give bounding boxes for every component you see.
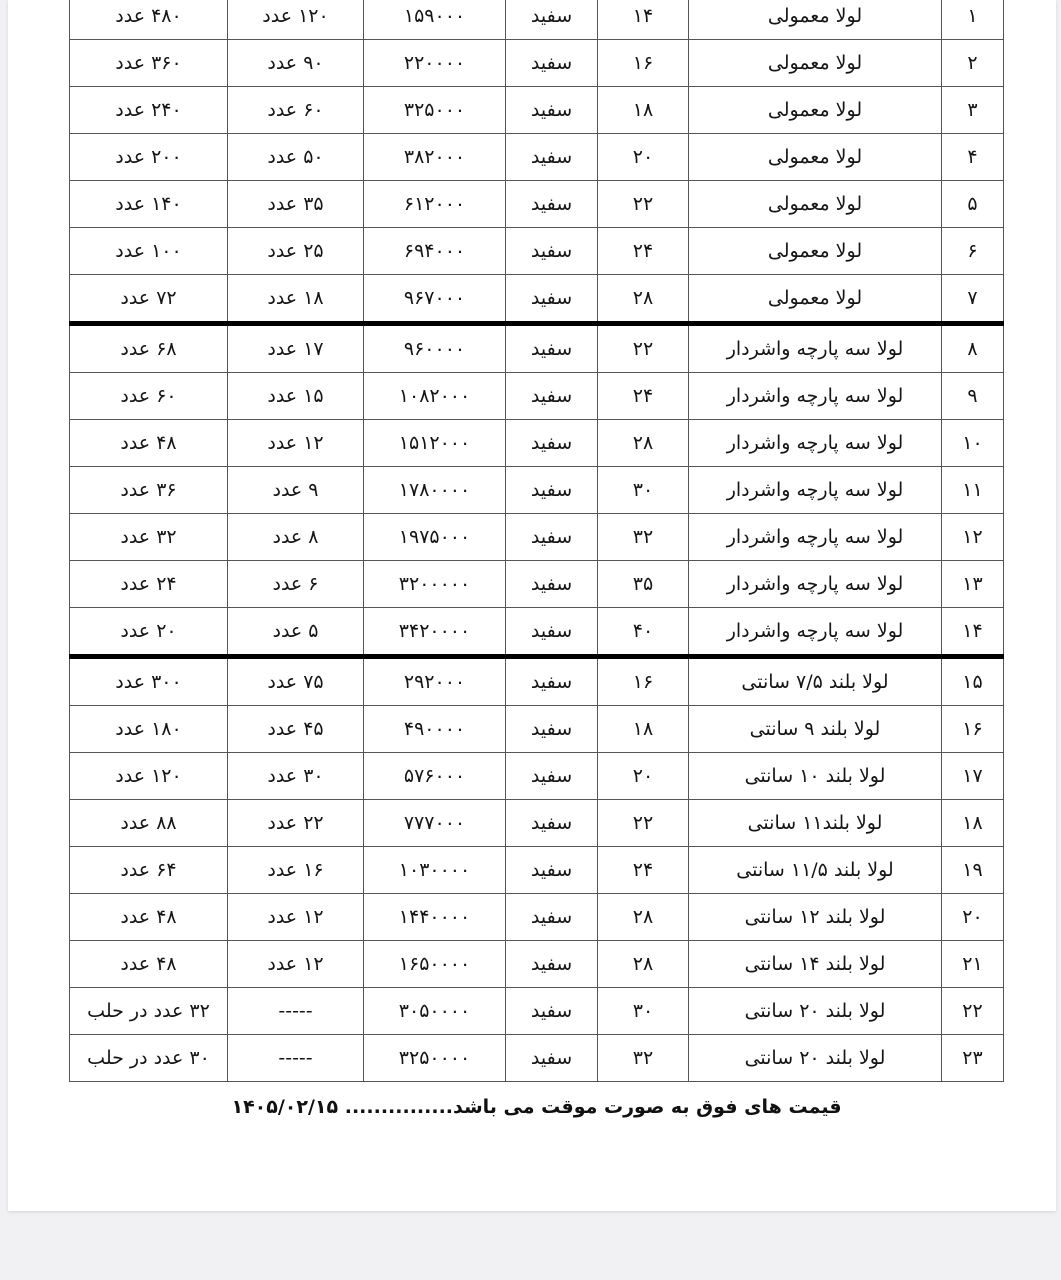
pack-quantity: ۱۲ عدد [228,894,364,941]
product-name: لولا بلند ۲۰ سانتی [689,1035,942,1082]
box-quantity: ۱۰۰ عدد [70,228,228,275]
pack-quantity: ۵۰ عدد [228,134,364,181]
product-color: سفید [506,753,598,800]
table-row [70,753,1004,800]
product-name: لولا بلند ۷/۵ سانتی [689,657,942,706]
product-size: ۲۰ [598,753,689,800]
price-table [69,0,1004,1082]
table-row [70,561,1004,608]
product-color: سفید [506,657,598,706]
box-quantity: ۳۰۰ عدد [70,657,228,706]
product-name: لولا معمولی [689,87,942,134]
product-color: سفید [506,706,598,753]
table-row [70,988,1004,1035]
row-number: ۱۸ [942,800,1004,847]
box-quantity: ۲۴۰ عدد [70,87,228,134]
row-number: ۹ [942,373,1004,420]
table-row [70,324,1004,373]
product-name: لولا سه پارچه واشردار [689,420,942,467]
pack-quantity: ۱۲ عدد [228,420,364,467]
product-price: ۳۲۰۰۰۰۰ [364,561,506,608]
table-row [70,608,1004,657]
product-size: ۲۸ [598,420,689,467]
product-size: ۱۸ [598,87,689,134]
price-note: قیمت های فوق به صورت موقت می باشد............... ۱۴۰۵/۰۲/۱۵ [231,1096,842,1118]
box-quantity: ۷۲ عدد [70,275,228,324]
product-size: ۲۸ [598,275,689,324]
product-size: ۲۴ [598,373,689,420]
product-size: ۳۵ [598,561,689,608]
box-quantity: ۶۸ عدد [70,324,228,373]
product-price: ۳۲۵۰۰۰۰ [364,1035,506,1082]
row-number: ۱ [942,0,1004,40]
pack-quantity: ----- [228,1035,364,1082]
product-price: ۶۹۴۰۰۰ [364,228,506,275]
product-price: ۳۲۵۰۰۰ [364,87,506,134]
product-color: سفید [506,40,598,87]
row-number: ۱۲ [942,514,1004,561]
table-row [70,181,1004,228]
product-size: ۱۶ [598,40,689,87]
table-row [70,275,1004,324]
product-price: ۱۵۹۰۰۰ [364,0,506,40]
product-size: ۲۰ [598,134,689,181]
product-color: سفید [506,0,598,40]
product-name: لولا معمولی [689,134,942,181]
product-color: سفید [506,988,598,1035]
box-quantity: ۳۶۰ عدد [70,40,228,87]
row-number: ۱۵ [942,657,1004,706]
row-number: ۵ [942,181,1004,228]
product-name: لولا بلند ۹ سانتی [689,706,942,753]
pack-quantity: ۹۰ عدد [228,40,364,87]
pack-quantity: ۹ عدد [228,467,364,514]
box-quantity: ۴۸ عدد [70,941,228,988]
product-size: ۲۸ [598,894,689,941]
product-size: ۱۸ [598,706,689,753]
product-size: ۳۰ [598,467,689,514]
table-row [70,87,1004,134]
product-size: ۲۲ [598,324,689,373]
product-size: ۲۴ [598,228,689,275]
product-name: لولا سه پارچه واشردار [689,467,942,514]
table-row [70,657,1004,706]
row-number: ۲ [942,40,1004,87]
product-name: لولا بلند۱۱ سانتی [689,800,942,847]
pack-quantity: ----- [228,988,364,1035]
product-color: سفید [506,324,598,373]
table-row [70,373,1004,420]
product-color: سفید [506,181,598,228]
row-number: ۷ [942,275,1004,324]
pack-quantity: ۱۲۰ عدد [228,0,364,40]
pack-quantity: ۲۵ عدد [228,228,364,275]
pack-quantity: ۱۲ عدد [228,941,364,988]
pack-quantity: ۱۶ عدد [228,847,364,894]
product-price: ۳۴۲۰۰۰۰ [364,608,506,657]
product-color: سفید [506,420,598,467]
product-price: ۱۰۳۰۰۰۰ [364,847,506,894]
product-size: ۱۶ [598,657,689,706]
table-row [70,228,1004,275]
table-row [70,134,1004,181]
product-name: لولا سه پارچه واشردار [689,561,942,608]
product-price: ۳۰۵۰۰۰۰ [364,988,506,1035]
product-price: ۱۴۴۰۰۰۰ [364,894,506,941]
product-price: ۲۲۰۰۰۰ [364,40,506,87]
box-quantity: ۳۲ عدد در حلب [70,988,228,1035]
product-price: ۱۵۱۲۰۰۰ [364,420,506,467]
row-number: ۴ [942,134,1004,181]
product-size: ۴۰ [598,608,689,657]
table-row [70,40,1004,87]
product-color: سفید [506,87,598,134]
product-price: ۹۶۷۰۰۰ [364,275,506,324]
pack-quantity: ۴۵ عدد [228,706,364,753]
row-number: ۱۶ [942,706,1004,753]
product-color: سفید [506,608,598,657]
product-price: ۴۹۰۰۰۰ [364,706,506,753]
row-number: ۱۰ [942,420,1004,467]
row-number: ۲۲ [942,988,1004,1035]
row-number: ۱۷ [942,753,1004,800]
product-price: ۱۷۸۰۰۰۰ [364,467,506,514]
box-quantity: ۱۴۰ عدد [70,181,228,228]
product-size: ۲۲ [598,800,689,847]
product-size: ۳۲ [598,1035,689,1082]
product-name: لولا سه پارچه واشردار [689,373,942,420]
box-quantity: ۲۰ عدد [70,608,228,657]
product-price: ۶۱۲۰۰۰ [364,181,506,228]
box-quantity: ۴۸ عدد [70,894,228,941]
product-size: ۳۲ [598,514,689,561]
table-row [70,941,1004,988]
table-row [70,514,1004,561]
product-color: سفید [506,561,598,608]
product-color: سفید [506,275,598,324]
product-name: لولا معمولی [689,275,942,324]
box-quantity: ۸۸ عدد [70,800,228,847]
box-quantity: ۱۸۰ عدد [70,706,228,753]
box-quantity: ۳۰ عدد در حلب [70,1035,228,1082]
product-color: سفید [506,373,598,420]
product-size: ۱۴ [598,0,689,40]
box-quantity: ۱۲۰ عدد [70,753,228,800]
product-name: لولا سه پارچه واشردار [689,324,942,373]
pack-quantity: ۶۰ عدد [228,87,364,134]
pack-quantity: ۵ عدد [228,608,364,657]
row-number: ۱۴ [942,608,1004,657]
product-size: ۲۴ [598,847,689,894]
box-quantity: ۲۴ عدد [70,561,228,608]
price-table-body [70,0,1004,1082]
product-name: لولا معمولی [689,228,942,275]
table-row [70,894,1004,941]
box-quantity: ۴۸ عدد [70,420,228,467]
pack-quantity: ۱۸ عدد [228,275,364,324]
product-name: لولا بلند ۱۰ سانتی [689,753,942,800]
product-color: سفید [506,1035,598,1082]
product-price: ۱۰۸۲۰۰۰ [364,373,506,420]
product-name: لولا بلند ۱۱/۵ سانتی [689,847,942,894]
row-number: ۸ [942,324,1004,373]
table-row [70,420,1004,467]
pack-quantity: ۳۵ عدد [228,181,364,228]
product-name: لولا بلند ۱۲ سانتی [689,894,942,941]
product-name: لولا سه پارچه واشردار [689,514,942,561]
table-row [70,706,1004,753]
table-row [70,800,1004,847]
box-quantity: ۴۸۰ عدد [70,0,228,40]
product-size: ۲۲ [598,181,689,228]
product-name: لولا معمولی [689,40,942,87]
product-color: سفید [506,894,598,941]
product-name: لولا معمولی [689,181,942,228]
product-color: سفید [506,800,598,847]
box-quantity: ۶۴ عدد [70,847,228,894]
box-quantity: ۶۰ عدد [70,373,228,420]
row-number: ۳ [942,87,1004,134]
box-quantity: ۳۲ عدد [70,514,228,561]
product-name: لولا بلند ۲۰ سانتی [689,988,942,1035]
pack-quantity: ۷۵ عدد [228,657,364,706]
product-color: سفید [506,228,598,275]
pack-quantity: ۱۵ عدد [228,373,364,420]
product-name: لولا بلند ۱۴ سانتی [689,941,942,988]
row-number: ۲۰ [942,894,1004,941]
product-color: سفید [506,941,598,988]
table-row [70,1035,1004,1082]
table-row [70,0,1004,40]
row-number: ۶ [942,228,1004,275]
product-price: ۲۹۲۰۰۰ [364,657,506,706]
product-size: ۳۰ [598,988,689,1035]
product-name: لولا سه پارچه واشردار [689,608,942,657]
product-size: ۲۸ [598,941,689,988]
product-color: سفید [506,134,598,181]
row-number: ۱۳ [942,561,1004,608]
product-price: ۳۸۲۰۰۰ [364,134,506,181]
pack-quantity: ۱۷ عدد [228,324,364,373]
box-quantity: ۲۰۰ عدد [70,134,228,181]
pack-quantity: ۲۲ عدد [228,800,364,847]
row-number: ۱۱ [942,467,1004,514]
pack-quantity: ۶ عدد [228,561,364,608]
row-number: ۱۹ [942,847,1004,894]
box-quantity: ۳۶ عدد [70,467,228,514]
table-row [70,467,1004,514]
product-color: سفید [506,847,598,894]
product-price: ۵۷۶۰۰۰ [364,753,506,800]
pack-quantity: ۳۰ عدد [228,753,364,800]
product-color: سفید [506,467,598,514]
pack-quantity: ۸ عدد [228,514,364,561]
table-row [70,847,1004,894]
product-price: ۹۶۰۰۰۰ [364,324,506,373]
product-price: ۱۹۷۵۰۰۰ [364,514,506,561]
product-price: ۷۷۷۰۰۰ [364,800,506,847]
product-color: سفید [506,514,598,561]
product-name: لولا معمولی [689,0,942,40]
row-number: ۲۳ [942,1035,1004,1082]
product-price: ۱۶۵۰۰۰۰ [364,941,506,988]
row-number: ۲۱ [942,941,1004,988]
